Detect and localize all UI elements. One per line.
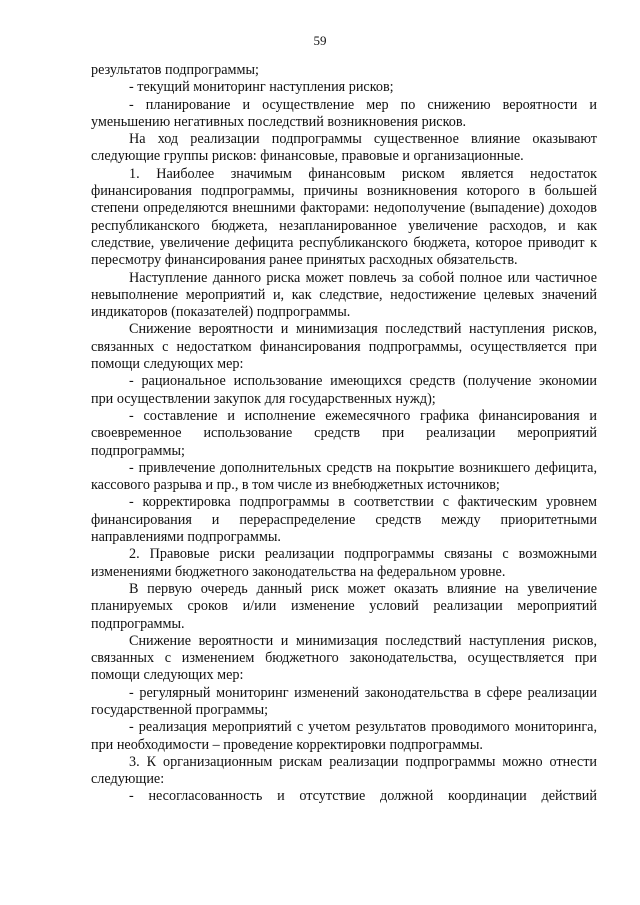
paragraph: На ход реализации подпрограммы существенное влияние оказывают следующие группы рисков: финансовые, правовые и организационные. [91,131,597,165]
paragraph: 1. Наиболее значимым финансовым риском является недостаток финансирования подпрограммы, причины возникновения которого в большей степени определяются внешними факторами: недополучение (выпадение) доходов республиканского бюджета, незапланированное увеличение расходов, и как следствие, увеличение дефицита республиканского бюджета, которое приводит к пересмотру финансирования ранее принятых расходных обязательств. [91,165,597,269]
paragraph: Снижение вероятности и минимизация последствий наступления рисков, связанных с изменением бюджетного законодательства, осуществляется при помощи следующих мер: [91,632,597,684]
body-text [91,62,597,806]
paragraph: В первую очередь данный риск может оказать влияние на увеличение планируемых сроков и/или изменение условий реализации мероприятий подпрограммы. [91,580,597,632]
list-item: - планирование и осуществление мер по снижению вероятности и уменьшению негативных последствий возникновения рисков. [91,96,597,130]
list-item: - привлечение дополнительных средств на покрытие возникшего дефицита, кассового разрыва и пр., в том числе из внебюджетных источников; [91,459,597,494]
list-item: - текущий мониторинг наступления рисков; [129,79,394,96]
list-item: - регулярный мониторинг изменений законодательства в сфере реализации государственной программы; [91,684,597,718]
paragraph: Наступление данного риска может повлечь за собой полное или частичное невыполнение мероприятий и, как следствие, недостижение целевых значений индикаторов (показателей) подпрограммы. [91,269,597,321]
page-number: 59 [313,33,327,48]
paragraph: результатов подпрограммы; [91,62,259,78]
list-item: - корректировка подпрограммы в соответствии с фактическим уровнем финансирования и перераспределение средств между приоритетными направлениями подпрограммы. [91,494,597,546]
list-item: - несогласованность и отсутствие должной координации действий [129,788,597,805]
list-item: - рациональное использование имеющихся средств (получение экономии при осуществлении закупок для государственных нужд); [91,373,597,407]
list-item: - реализация мероприятий с учетом результатов проводимого мониторинга, при необходимости – проведение корректировки подпрограммы. [91,719,597,753]
paragraph: Снижение вероятности и минимизация последствий наступления рисков, связанных с недостатком финансирования подпрограммы, осуществляется при помощи следующих мер: [91,321,597,373]
paragraph: 3. К организационным рискам реализации подпрограммы можно отнести следующие: [91,753,597,788]
paragraph: 2. Правовые риски реализации подпрограммы связаны с возможными изменениями бюджетного законодательства на федеральном уровне. [91,546,597,580]
list-item: - составление и исполнение ежемесячного графика финансирования и своевременное использование средств при реализации мероприятий подпрограммы; [91,407,597,459]
